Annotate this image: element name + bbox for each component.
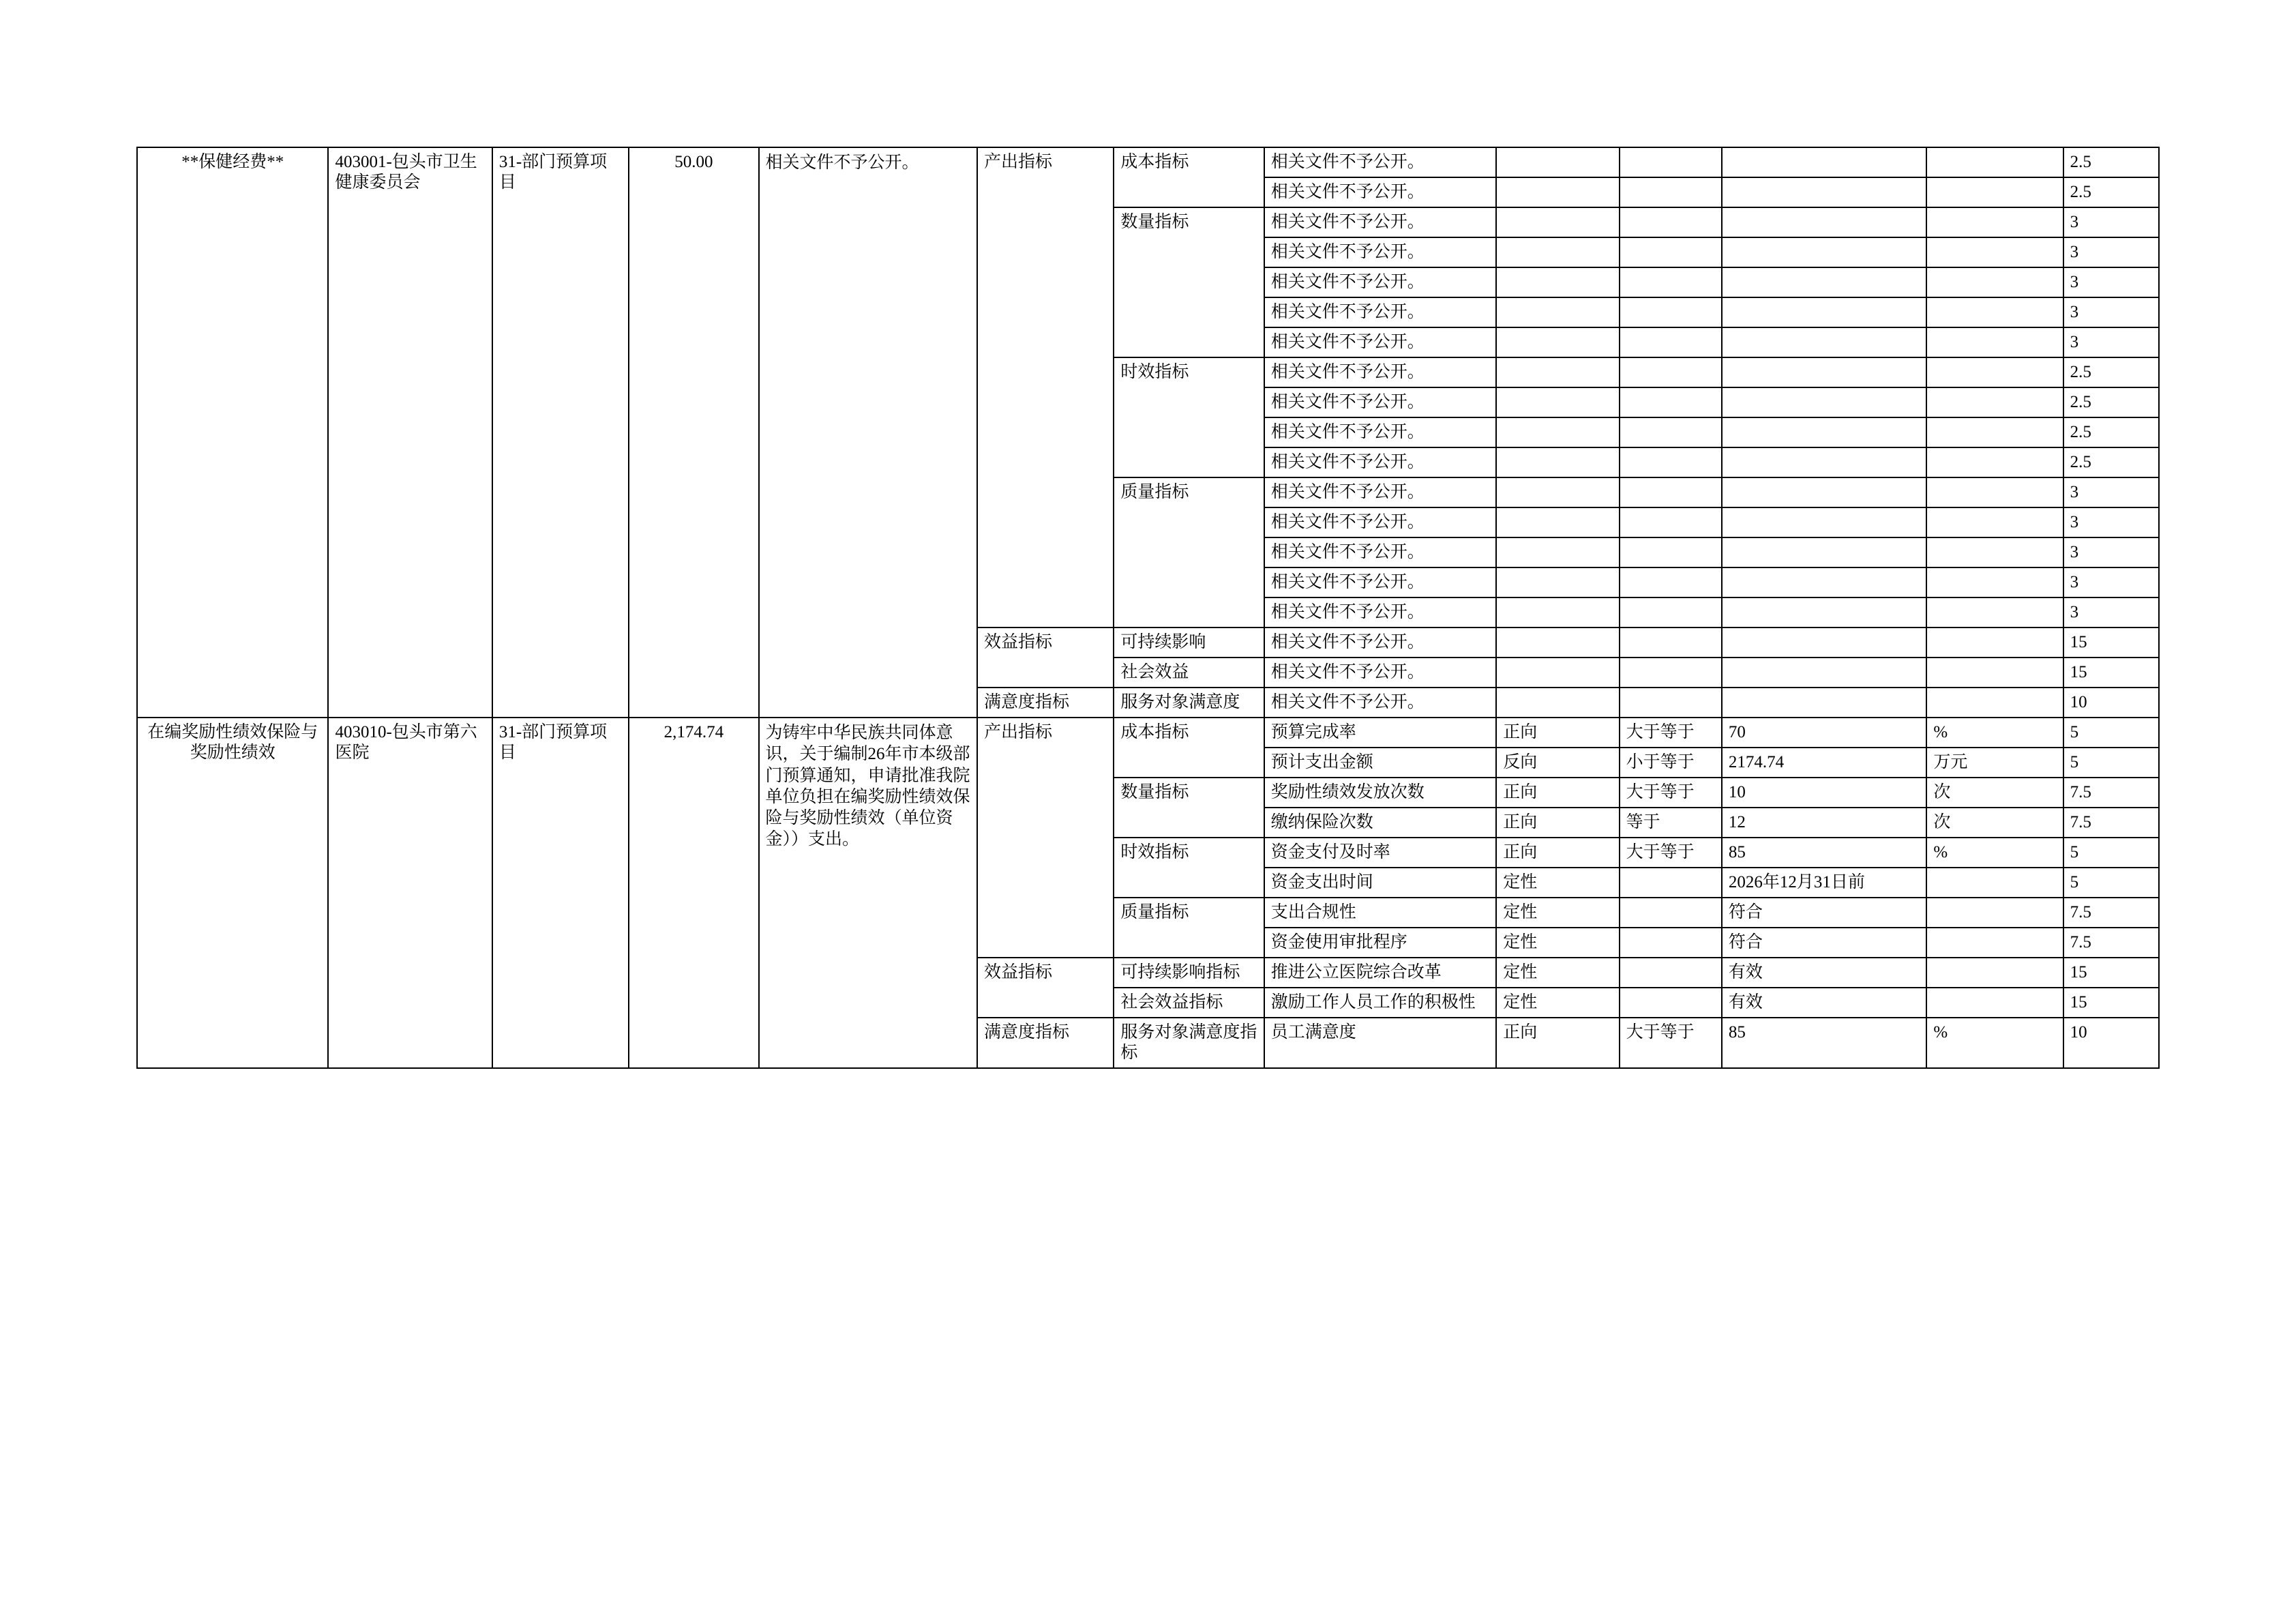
cell-score: 10 — [2063, 1018, 2159, 1068]
cell-measure-unit: % — [1926, 1018, 2063, 1068]
cell-direction — [1496, 447, 1619, 477]
cell-measure-unit — [1926, 658, 2063, 688]
cell-value — [1722, 207, 1927, 237]
cell-direction — [1496, 417, 1619, 447]
cell-level3-indicator: 员工满意度 — [1264, 1018, 1497, 1068]
cell-score: 3 — [2063, 507, 2159, 537]
cell-measure-unit — [1926, 597, 2063, 628]
cell-condition — [1620, 417, 1722, 447]
cell-level3-indicator: 相关文件不予公开。 — [1264, 597, 1497, 628]
cell-level3-indicator: 相关文件不予公开。 — [1264, 537, 1497, 567]
cell-score: 5 — [2063, 868, 2159, 898]
cell-measure-unit — [1926, 628, 2063, 658]
cell-value: 2174.74 — [1722, 748, 1927, 778]
cell-direction: 定性 — [1496, 928, 1619, 958]
cell-condition — [1620, 447, 1722, 477]
cell-value: 符合 — [1722, 928, 1927, 958]
cell-direction — [1496, 147, 1619, 177]
cell-measure-unit — [1926, 387, 2063, 417]
cell-value: 有效 — [1722, 958, 1927, 988]
cell-condition — [1620, 357, 1722, 387]
cell-score: 2.5 — [2063, 447, 2159, 477]
cell-level1-indicator: 满意度指标 — [977, 688, 1114, 718]
cell-score: 3 — [2063, 207, 2159, 237]
cell-direction — [1496, 628, 1619, 658]
cell-level2-indicator: 质量指标 — [1114, 898, 1264, 958]
cell-condition — [1620, 898, 1722, 928]
cell-measure-unit — [1926, 477, 2063, 507]
cell-score: 5 — [2063, 748, 2159, 778]
cell-measure-unit: 次 — [1926, 808, 2063, 838]
cell-direction — [1496, 658, 1619, 688]
cell-score: 15 — [2063, 658, 2159, 688]
table-body — [137, 147, 2159, 1068]
cell-direction — [1496, 537, 1619, 567]
cell-level3-indicator: 相关文件不予公开。 — [1264, 628, 1497, 658]
cell-value: 12 — [1722, 808, 1927, 838]
cell-direction — [1496, 507, 1619, 537]
cell-score: 15 — [2063, 988, 2159, 1018]
cell-condition: 大于等于 — [1620, 1018, 1722, 1068]
cell-value: 85 — [1722, 1018, 1927, 1068]
cell-measure-unit — [1926, 177, 2063, 207]
cell-condition: 大于等于 — [1620, 838, 1722, 868]
cell-condition: 小于等于 — [1620, 748, 1722, 778]
cell-level2-indicator: 数量指标 — [1114, 778, 1264, 838]
cell-level3-indicator: 相关文件不予公开。 — [1264, 477, 1497, 507]
cell-value — [1722, 297, 1927, 327]
cell-level3-indicator: 相关文件不予公开。 — [1264, 567, 1497, 597]
cell-condition: 等于 — [1620, 808, 1722, 838]
cell-level3-indicator: 相关文件不予公开。 — [1264, 507, 1497, 537]
cell-direction: 正向 — [1496, 718, 1619, 748]
cell-direction — [1496, 297, 1619, 327]
cell-score: 3 — [2063, 237, 2159, 267]
cell-score: 7.5 — [2063, 778, 2159, 808]
cell-value — [1722, 327, 1927, 357]
cell-direction — [1496, 207, 1619, 237]
cell-value — [1722, 477, 1927, 507]
cell-direction: 定性 — [1496, 898, 1619, 928]
cell-condition — [1620, 477, 1722, 507]
cell-measure-unit: % — [1926, 838, 2063, 868]
cell-value — [1722, 628, 1927, 658]
cell-budget-unit: 403010-包头市第六医院 — [328, 718, 492, 1068]
cell-level2-indicator: 质量指标 — [1114, 477, 1264, 628]
cell-direction — [1496, 387, 1619, 417]
cell-value — [1722, 237, 1927, 267]
cell-condition — [1620, 958, 1722, 988]
cell-direction — [1496, 327, 1619, 357]
cell-level1-indicator: 产出指标 — [977, 718, 1114, 958]
cell-condition — [1620, 928, 1722, 958]
cell-condition — [1620, 387, 1722, 417]
cell-condition — [1620, 297, 1722, 327]
cell-measure-unit — [1926, 207, 2063, 237]
cell-level3-indicator: 相关文件不予公开。 — [1264, 447, 1497, 477]
cell-project-name: 在编奖励性绩效保险与奖励性绩效 — [137, 718, 328, 1068]
performance-indicator-table — [136, 147, 2160, 1069]
cell-budget-unit: 403001-包头市卫生健康委员会 — [328, 147, 492, 718]
cell-value — [1722, 447, 1927, 477]
cell-condition — [1620, 868, 1722, 898]
cell-value — [1722, 147, 1927, 177]
cell-direction — [1496, 688, 1619, 718]
cell-level3-indicator: 相关文件不予公开。 — [1264, 207, 1497, 237]
cell-level3-indicator: 相关文件不予公开。 — [1264, 237, 1497, 267]
cell-value: 85 — [1722, 838, 1927, 868]
cell-level3-indicator: 相关文件不予公开。 — [1264, 387, 1497, 417]
cell-level3-indicator: 相关文件不予公开。 — [1264, 417, 1497, 447]
cell-direction: 定性 — [1496, 958, 1619, 988]
cell-level2-indicator: 成本指标 — [1114, 718, 1264, 778]
cell-condition — [1620, 147, 1722, 177]
cell-condition — [1620, 207, 1722, 237]
cell-level3-indicator: 推进公立医院综合改革 — [1264, 958, 1497, 988]
cell-score: 2.5 — [2063, 387, 2159, 417]
cell-level3-indicator: 资金支付及时率 — [1264, 838, 1497, 868]
cell-direction — [1496, 357, 1619, 387]
cell-score: 3 — [2063, 597, 2159, 628]
cell-level3-indicator: 相关文件不予公开。 — [1264, 177, 1497, 207]
cell-measure-unit — [1926, 327, 2063, 357]
cell-measure-unit — [1926, 267, 2063, 297]
cell-score: 3 — [2063, 537, 2159, 567]
cell-score: 3 — [2063, 267, 2159, 297]
cell-condition — [1620, 658, 1722, 688]
cell-level3-indicator: 相关文件不予公开。 — [1264, 327, 1497, 357]
cell-level3-indicator: 缴纳保险次数 — [1264, 808, 1497, 838]
cell-value: 70 — [1722, 718, 1927, 748]
cell-project-type: 31-部门预算项目 — [492, 147, 629, 718]
cell-annual-goal: 相关文件不予公开。 — [759, 147, 978, 718]
cell-level3-indicator: 相关文件不予公开。 — [1264, 297, 1497, 327]
cell-condition — [1620, 327, 1722, 357]
cell-measure-unit: % — [1926, 718, 2063, 748]
table-row — [137, 718, 2159, 748]
cell-level2-indicator: 可持续影响 — [1114, 628, 1264, 658]
cell-measure-unit — [1926, 357, 2063, 387]
cell-measure-unit: 万元 — [1926, 748, 2063, 778]
cell-amount: 50.00 — [629, 147, 758, 718]
cell-score: 2.5 — [2063, 417, 2159, 447]
cell-level2-indicator: 可持续影响指标 — [1114, 958, 1264, 988]
cell-project-type: 31-部门预算项目 — [492, 718, 629, 1068]
cell-measure-unit — [1926, 688, 2063, 718]
cell-measure-unit — [1926, 958, 2063, 988]
cell-value: 10 — [1722, 778, 1927, 808]
cell-direction: 正向 — [1496, 838, 1619, 868]
cell-condition — [1620, 688, 1722, 718]
cell-value — [1722, 507, 1927, 537]
cell-direction: 定性 — [1496, 868, 1619, 898]
cell-level2-indicator: 数量指标 — [1114, 207, 1264, 357]
cell-value — [1722, 177, 1927, 207]
cell-level3-indicator: 相关文件不予公开。 — [1264, 658, 1497, 688]
cell-level3-indicator: 相关文件不予公开。 — [1264, 267, 1497, 297]
cell-value — [1722, 417, 1927, 447]
cell-condition — [1620, 237, 1722, 267]
cell-value: 2026年12月31日前 — [1722, 868, 1927, 898]
cell-level3-indicator: 预计支出金额 — [1264, 748, 1497, 778]
cell-condition — [1620, 628, 1722, 658]
cell-condition — [1620, 267, 1722, 297]
cell-measure-unit — [1926, 868, 2063, 898]
cell-score: 15 — [2063, 958, 2159, 988]
cell-measure-unit — [1926, 988, 2063, 1018]
cell-level2-indicator: 时效指标 — [1114, 357, 1264, 477]
cell-score: 3 — [2063, 567, 2159, 597]
cell-value — [1722, 537, 1927, 567]
cell-level3-indicator: 相关文件不予公开。 — [1264, 357, 1497, 387]
cell-project-name: **保健经费** — [137, 147, 328, 718]
cell-condition — [1620, 988, 1722, 1018]
cell-score: 5 — [2063, 838, 2159, 868]
cell-level1-indicator: 效益指标 — [977, 628, 1114, 688]
cell-condition — [1620, 567, 1722, 597]
cell-score: 5 — [2063, 718, 2159, 748]
cell-level3-indicator: 支出合规性 — [1264, 898, 1497, 928]
cell-value — [1722, 567, 1927, 597]
cell-condition — [1620, 537, 1722, 567]
cell-annual-goal: 为铸牢中华民族共同体意识，关于编制26年市本级部门预算通知，申请批准我院单位负担在编奖励性绩效保险与奖励性绩效（单位资金））支出。 — [759, 718, 978, 1068]
cell-score: 10 — [2063, 688, 2159, 718]
cell-direction — [1496, 267, 1619, 297]
cell-direction: 正向 — [1496, 808, 1619, 838]
cell-level3-indicator: 资金支出时间 — [1264, 868, 1497, 898]
cell-measure-unit: 次 — [1926, 778, 2063, 808]
cell-level2-indicator: 社会效益指标 — [1114, 988, 1264, 1018]
cell-direction: 正向 — [1496, 1018, 1619, 1068]
cell-measure-unit — [1926, 928, 2063, 958]
cell-value: 有效 — [1722, 988, 1927, 1018]
cell-score: 15 — [2063, 628, 2159, 658]
cell-measure-unit — [1926, 537, 2063, 567]
cell-level3-indicator: 奖励性绩效发放次数 — [1264, 778, 1497, 808]
cell-score: 7.5 — [2063, 808, 2159, 838]
cell-measure-unit — [1926, 507, 2063, 537]
cell-level2-indicator: 服务对象满意度 — [1114, 688, 1264, 718]
cell-direction: 反向 — [1496, 748, 1619, 778]
cell-level2-indicator: 服务对象满意度指标 — [1114, 1018, 1264, 1068]
cell-level3-indicator: 相关文件不予公开。 — [1264, 147, 1497, 177]
cell-level1-indicator: 效益指标 — [977, 958, 1114, 1018]
cell-condition — [1620, 597, 1722, 628]
cell-score: 2.5 — [2063, 177, 2159, 207]
cell-value — [1722, 688, 1927, 718]
cell-score: 3 — [2063, 477, 2159, 507]
cell-score: 2.5 — [2063, 147, 2159, 177]
cell-direction — [1496, 177, 1619, 207]
cell-level3-indicator: 激励工作人员工作的积极性 — [1264, 988, 1497, 1018]
cell-direction — [1496, 597, 1619, 628]
cell-value — [1722, 387, 1927, 417]
cell-condition — [1620, 507, 1722, 537]
cell-level3-indicator: 预算完成率 — [1264, 718, 1497, 748]
cell-direction: 定性 — [1496, 988, 1619, 1018]
cell-measure-unit — [1926, 447, 2063, 477]
cell-value: 符合 — [1722, 898, 1927, 928]
cell-value — [1722, 597, 1927, 628]
cell-value — [1722, 267, 1927, 297]
cell-level2-indicator: 时效指标 — [1114, 838, 1264, 898]
cell-measure-unit — [1926, 297, 2063, 327]
cell-level2-indicator: 成本指标 — [1114, 147, 1264, 207]
cell-score: 7.5 — [2063, 928, 2159, 958]
cell-measure-unit — [1926, 417, 2063, 447]
cell-direction — [1496, 567, 1619, 597]
cell-measure-unit — [1926, 147, 2063, 177]
cell-level2-indicator: 社会效益 — [1114, 658, 1264, 688]
cell-measure-unit — [1926, 567, 2063, 597]
cell-direction: 正向 — [1496, 778, 1619, 808]
cell-value — [1722, 658, 1927, 688]
cell-level3-indicator: 资金使用审批程序 — [1264, 928, 1497, 958]
cell-score: 7.5 — [2063, 898, 2159, 928]
table-row — [137, 147, 2159, 177]
cell-score: 3 — [2063, 327, 2159, 357]
cell-score: 2.5 — [2063, 357, 2159, 387]
cell-value — [1722, 357, 1927, 387]
cell-direction — [1496, 477, 1619, 507]
cell-measure-unit — [1926, 898, 2063, 928]
cell-condition: 大于等于 — [1620, 718, 1722, 748]
cell-level3-indicator: 相关文件不予公开。 — [1264, 688, 1497, 718]
cell-condition: 大于等于 — [1620, 778, 1722, 808]
cell-condition — [1620, 177, 1722, 207]
cell-amount: 2,174.74 — [629, 718, 758, 1068]
cell-level1-indicator: 满意度指标 — [977, 1018, 1114, 1068]
cell-direction — [1496, 237, 1619, 267]
cell-measure-unit — [1926, 237, 2063, 267]
cell-score: 3 — [2063, 297, 2159, 327]
cell-level1-indicator: 产出指标 — [977, 147, 1114, 628]
